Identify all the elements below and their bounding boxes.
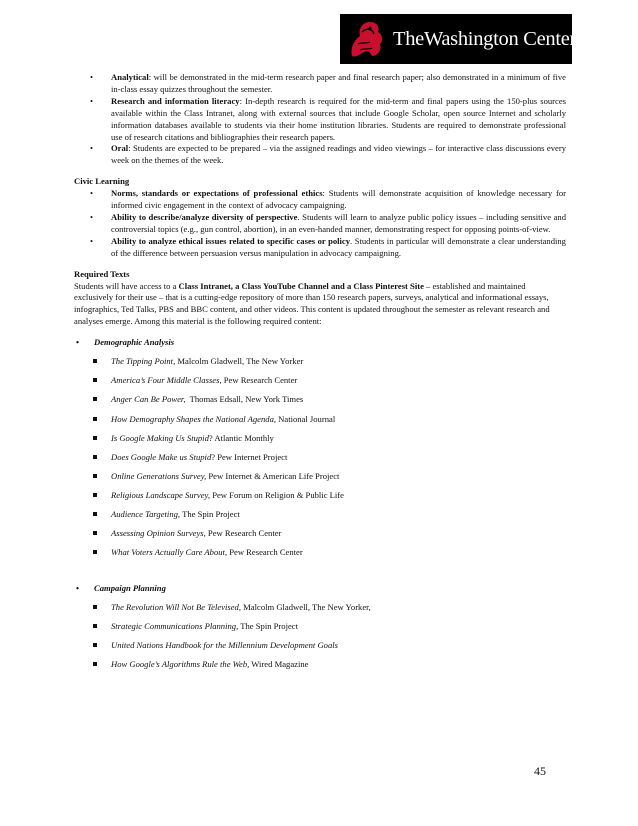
reading-item: United Nations Handbook for the Millennium Development Goals — [74, 640, 566, 652]
page-number: 45 — [534, 764, 546, 778]
reading-item: Audience Targeting, The Spin Project — [74, 509, 566, 521]
document-body — [74, 72, 566, 671]
reading-item: How Demography Shapes the National Agenda, National Journal — [74, 414, 566, 426]
civic-item-diversity: • Ability to describe/analyze diversity of perspective. Students will learn to analyze public policy issues – including sensitive and controversial topics (e.g., gun control, abortion), in an even-handed manner, demonstrating respect for opposing points-of-view. — [90, 211, 566, 234]
reading-item: Online Generations Survey, Pew Internet & American Life Project — [74, 471, 566, 483]
reading-item: America’s Four Middle Classes, Pew Research Center — [74, 375, 566, 387]
logo-text: TheWashington Center — [393, 27, 577, 50]
header-logo — [340, 14, 577, 64]
reading-item: Religious Landscape Survey, Pew Forum on Religion & Public Life — [74, 490, 566, 502]
reading-item: How Google’s Algorithms Rule the Web, Wired Magazine — [74, 659, 566, 671]
reading-item: The Tipping Point, Malcolm Gladwell, The New Yorker — [74, 356, 566, 368]
reading-item: Strategic Communications Planning, The Spin Project — [74, 621, 566, 633]
civic-list — [74, 188, 566, 259]
reading-item: Does Google Make us Stupid? Pew Internet Project — [74, 452, 566, 464]
reading-item: What Voters Actually Care About, Pew Research Center — [74, 547, 566, 559]
demographic-reading-list — [74, 356, 566, 559]
reading-item: The Revolution Will Not Be Televised, Malcolm Gladwell, The New Yorker, — [74, 602, 566, 614]
reading-item: Assessing Opinion Surveys, Pew Research Center — [74, 528, 566, 540]
topic-demographic-analysis: • Demographic Analysis — [76, 337, 175, 348]
emblem-graphic — [340, 14, 390, 64]
skills-list — [74, 72, 566, 167]
civic-item-ethics: • Norms, standards or expectations of professional ethics: Students will demonstrate acquisition of knowledge necessary for informed civic engagement in the context of advocacy campaigning. — [90, 188, 566, 211]
skill-oral: • Oral: Students are expected to be prepared – via the assigned readings and video viewings – for interactive class discussions every week on the themes of the week. — [90, 143, 566, 166]
topic-campaign-planning: • Campaign Planning — [76, 583, 166, 594]
required-texts-heading: Required Texts — [74, 268, 130, 279]
required-texts-intro: Students will have access to a Class Intranet, a Class YouTube Channel and a Class Pinterest Site – established and maintained exclusively for their use – that is a cutting-edge repository of more than 150 research papers, surveys, analytical and informational essays, infographics, Ted Talks, PBS and BBC content, and other videos. This content is updated throughout the semester as relevant research and analyses emerge. Among this material is the following required content: — [74, 280, 550, 327]
civic-item-ethical-issues: • Ability to analyze ethical issues related to specific cases or policy. Students in particular will demonstrate a clear understanding of the difference between persuasion versus manipulation in advocacy campaigning. — [90, 235, 566, 258]
civic-learning-heading: Civic Learning — [74, 176, 130, 187]
skill-analytical: • Analytical: will be demonstrated in the mid-term research paper and final research paper; also demonstrated in a minimum of five in-class essay quizzes throughout the semester. — [90, 72, 566, 94]
washington-center-emblem — [340, 14, 390, 64]
reading-item: Anger Can Be Power, Thomas Edsall, New York Times — [74, 394, 566, 406]
skill-research: • Research and information literacy: In-depth research is required for the mid-term and final papers using the 150-plus sources available within the Class Intranet, along with external sources that include Google Scholar, open source Internet and scholarly information databases available to students via their home institution libraries. Students are required to demonstrate professional use of research citations and bibliographies their research papers. — [90, 95, 567, 142]
campaign-reading-list — [74, 602, 566, 671]
reading-item: Is Google Making Us Stupid? Atlantic Monthly — [74, 433, 566, 445]
